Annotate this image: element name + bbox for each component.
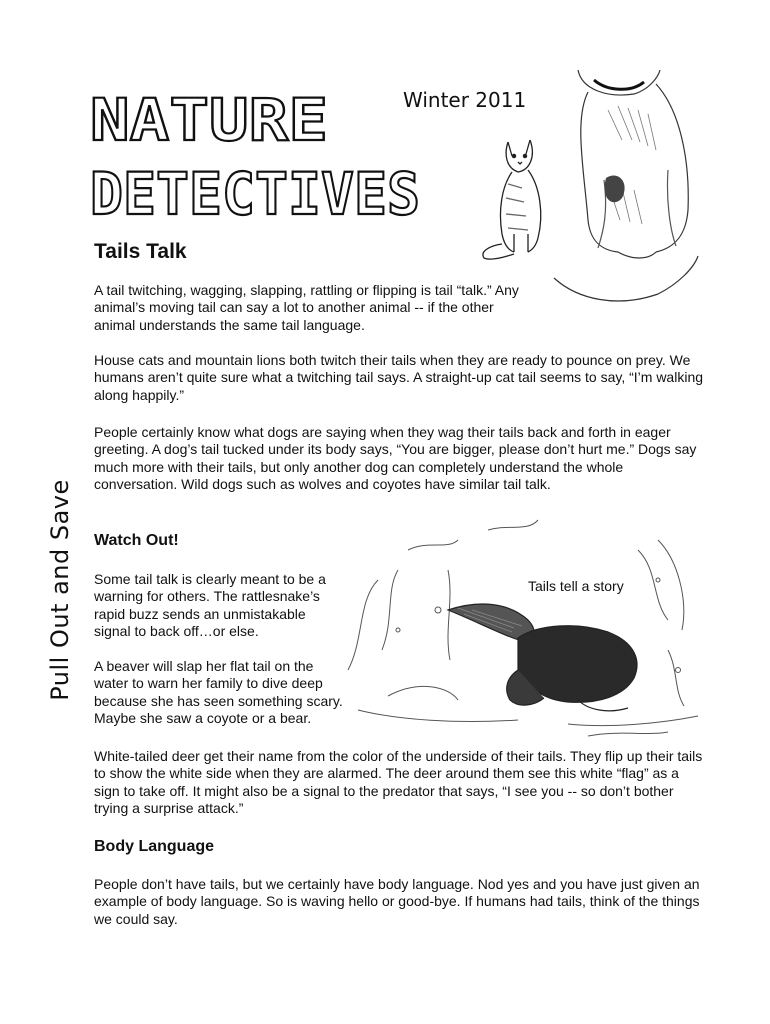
heading-watch-out: Watch Out! xyxy=(94,532,179,549)
heading-body-language: Body Language xyxy=(94,838,215,855)
illustration-caption: Tails tell a story xyxy=(528,578,624,594)
sidebar-label: Pull Out and Save xyxy=(46,479,74,701)
watch-out-para-1: Some tail talk is clearly meant to be a warning for others. The rattlesnake’s rapid buzz sends an unmistakable signal to back off…or else. xyxy=(94,571,326,639)
tails-talk-para-3: People certainly know what dogs are saying when they wag their tails back and forth in eager greeting. A dog’s tail tucked under its body says, “You are bigger, please don’t hurt me.” Dogs say much more with their tails, but only another dog can completely understand the whole conversation. Wild dogs such as wolves and coyotes have similar tail talk. xyxy=(94,424,697,492)
masthead-title xyxy=(88,82,428,222)
sidebar-pull-out xyxy=(40,480,80,700)
masthead-line-1: NATURE xyxy=(90,86,328,154)
masthead-line-2: DETECTIVES xyxy=(90,160,420,222)
issue-date: Winter 2011 xyxy=(403,88,527,112)
heading-tails-talk: Tails Talk xyxy=(94,240,187,263)
watch-out-para-2: A beaver will slap her flat tail on the water to warn her family to dive deep because she has seen something scary. Maybe she saw a coyote or a bear. xyxy=(94,658,343,726)
cat-illustration xyxy=(478,134,558,262)
dog-illustration xyxy=(548,70,708,308)
beaver-illustration xyxy=(338,510,700,754)
body-language-para-1: People don’t have tails, but we certainly have body language. Nod yes and you have just given an example of body language. So is waving hello or good-bye. If humans had tails, think of the things we could say. xyxy=(94,876,700,927)
tails-talk-para-2: House cats and mountain lions both twitch their tails when they are ready to pounce on prey. We humans aren’t quite sure what a twitching tail says. A straight-up cat tail seems to say, “I’m walking along happily.” xyxy=(94,352,704,403)
watch-out-para-3: White-tailed deer get their name from the color of the underside of their tails. They flip up their tails to show the white side when they are alarmed. The deer around them see this white “flag” as a sign to take off. It might also be a signal to the predator that says, “I see you -- so don’t bother trying a surprise attack.” xyxy=(94,748,703,816)
tails-talk-para-1: A tail twitching, wagging, slapping, rattling or flipping is tail “talk.” Any animal’s moving tail can say a lot to another animal -- if the other animal understands the same tail language. xyxy=(94,282,519,333)
